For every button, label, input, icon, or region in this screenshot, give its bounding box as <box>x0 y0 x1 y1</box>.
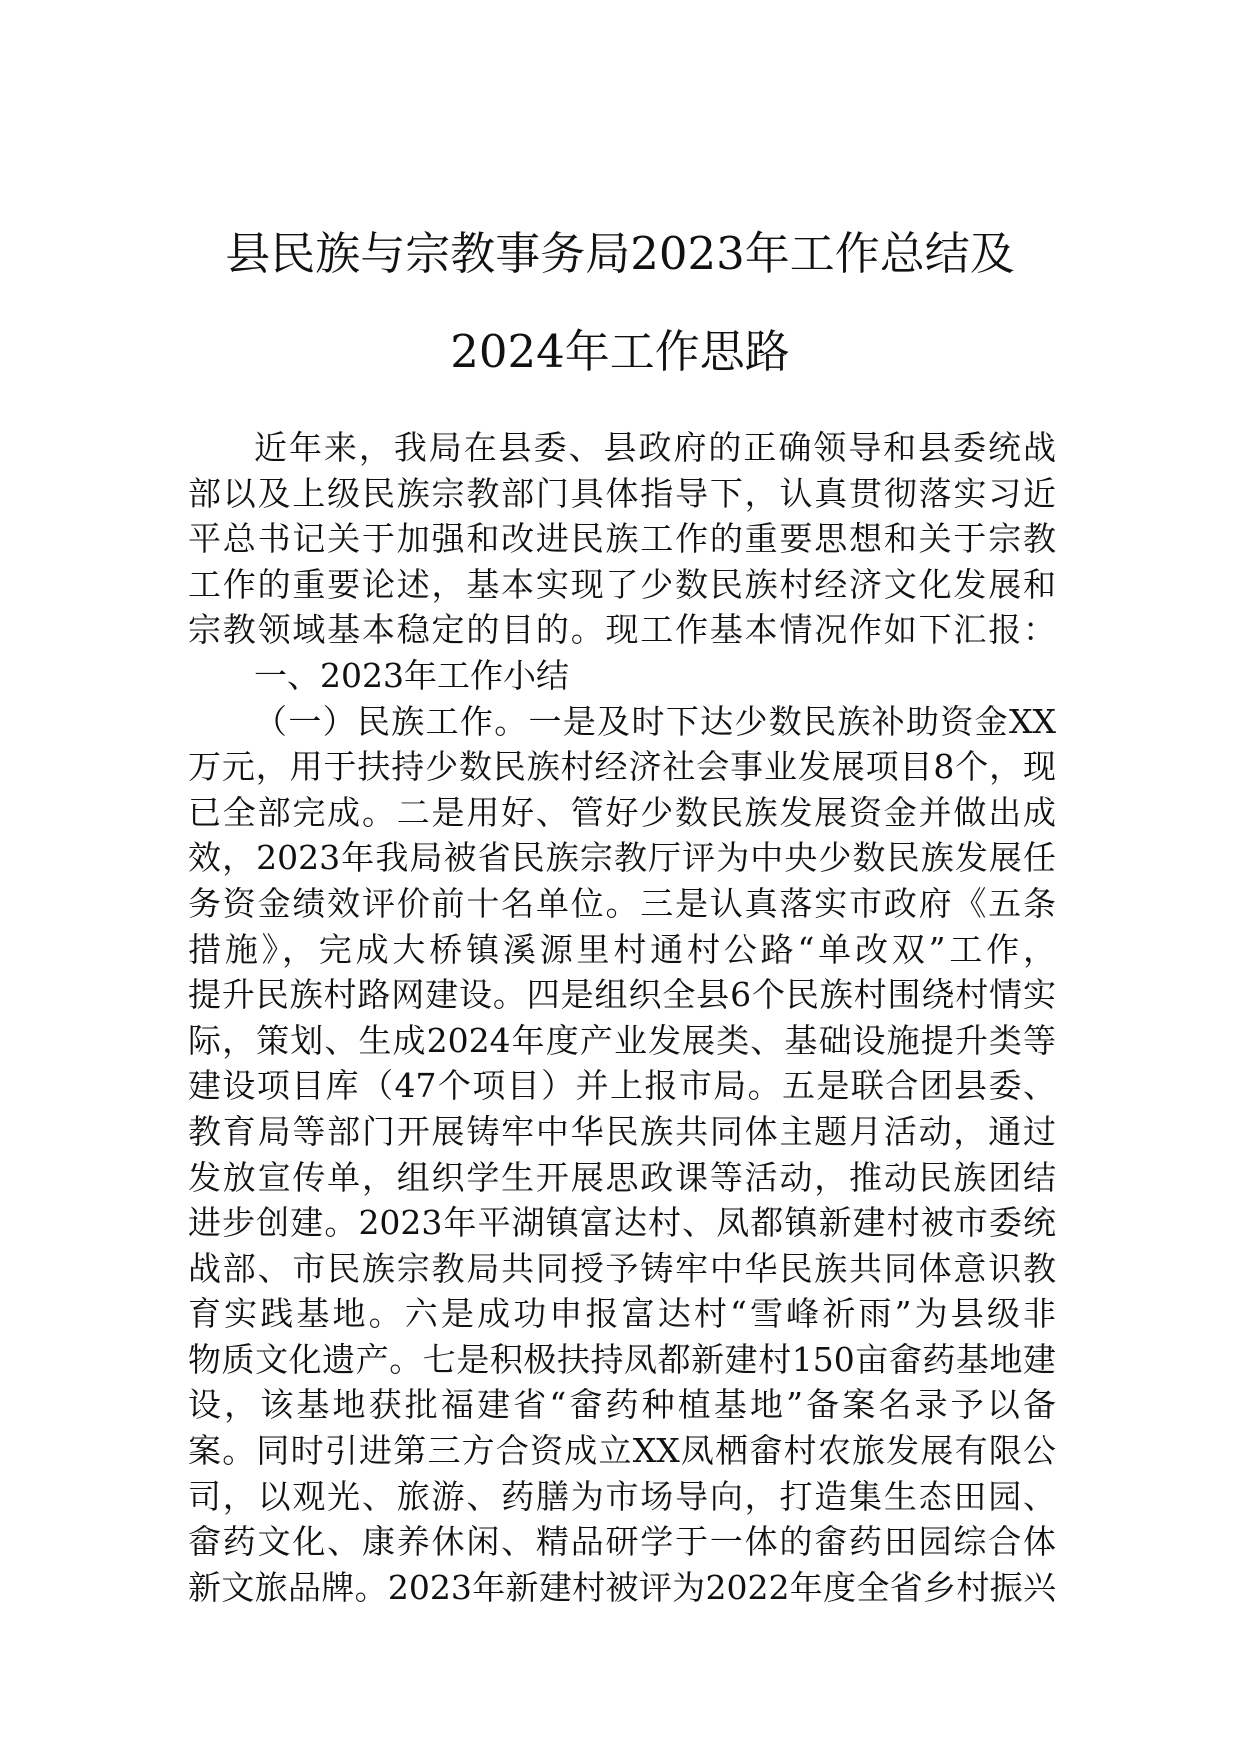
title-line-2: 2024年工作思路 <box>450 325 790 378</box>
document-body <box>188 425 1056 1610</box>
title-line-1: 县民族与宗教事务局2023年工作总结及 <box>225 227 1015 280</box>
body-line: 工作的重要论述，基本实现了少数民族村经济文化发展和 <box>188 564 1056 604</box>
body-line: 育实践基地。六是成功申报富达村“雪峰祈雨”为县级非 <box>188 1294 1056 1334</box>
body-line: 际，策划、生成2024年度产业发展类、基础设施提升类等 <box>188 1020 1056 1060</box>
body-line: 进步创建。2023年平湖镇富达村、凤都镇新建村被市委统 <box>188 1203 1056 1243</box>
body-line: 发放宣传单，组织学生开展思政课等活动，推动民族团结 <box>188 1157 1056 1197</box>
body-line: 万元，用于扶持少数民族村经济社会事业发展项目8个，现 <box>188 747 1056 787</box>
body-line: 教育局等部门开展铸牢中华民族共同体主题月活动，通过 <box>188 1111 1056 1151</box>
body-line: 近年来，我局在县委、县政府的正确领导和县委统战 <box>254 428 1056 467</box>
body-line: 建设项目库（47个项目）并上报市局。五是联合团县委、 <box>188 1066 1056 1106</box>
body-line: 新文旅品牌。2023年新建村被评为2022年度全省乡村振兴 <box>188 1567 1056 1607</box>
body-line: 宗教领域基本稳定的目的。现工作基本情况作如下汇报： <box>188 610 1056 650</box>
body-line: 一、2023年工作小结 <box>254 655 569 695</box>
body-line: 物质文化遗产。七是积极扶持凤都新建村150亩畲药基地建 <box>188 1339 1056 1379</box>
body-line: 部以及上级民族宗教部门具体指导下，认真贯彻落实习近 <box>188 473 1056 513</box>
body-line: 务资金绩效评价前十名单位。三是认真落实市政府《五条 <box>188 883 1056 923</box>
body-line: 已全部完成。二是用好、管好少数民族发展资金并做出成 <box>188 792 1056 832</box>
body-line: 畲药文化、康养休闲、精品研学于一体的畲药田园综合体 <box>188 1522 1056 1562</box>
body-line: 提升民族村路网建设。四是组织全县6个民族村围绕村情实 <box>188 975 1056 1015</box>
body-line: 措施》，完成大桥镇溪源里村通村公路“单改双”工作， <box>188 929 1056 969</box>
body-line: 案。同时引进第三方合资成立XX凤栖畲村农旅发展有限公 <box>188 1431 1056 1471</box>
body-line: 司，以观光、旅游、药膳为市场导向，打造集生态田园、 <box>188 1476 1056 1516</box>
body-line: 平总书记关于加强和改进民族工作的重要思想和关于宗教 <box>188 519 1056 559</box>
body-line: 效，2023年我局被省民族宗教厅评为中央少数民族发展任 <box>188 838 1056 878</box>
body-line: （一）民族工作。一是及时下达少数民族补助资金XX <box>254 701 1056 741</box>
body-line: 设，该基地获批福建省“畲药种植基地”备案名录予以备 <box>188 1385 1056 1425</box>
body-line: 战部、市民族宗教局共同授予铸牢中华民族共同体意识教 <box>188 1248 1056 1288</box>
document-title <box>150 205 1090 401</box>
